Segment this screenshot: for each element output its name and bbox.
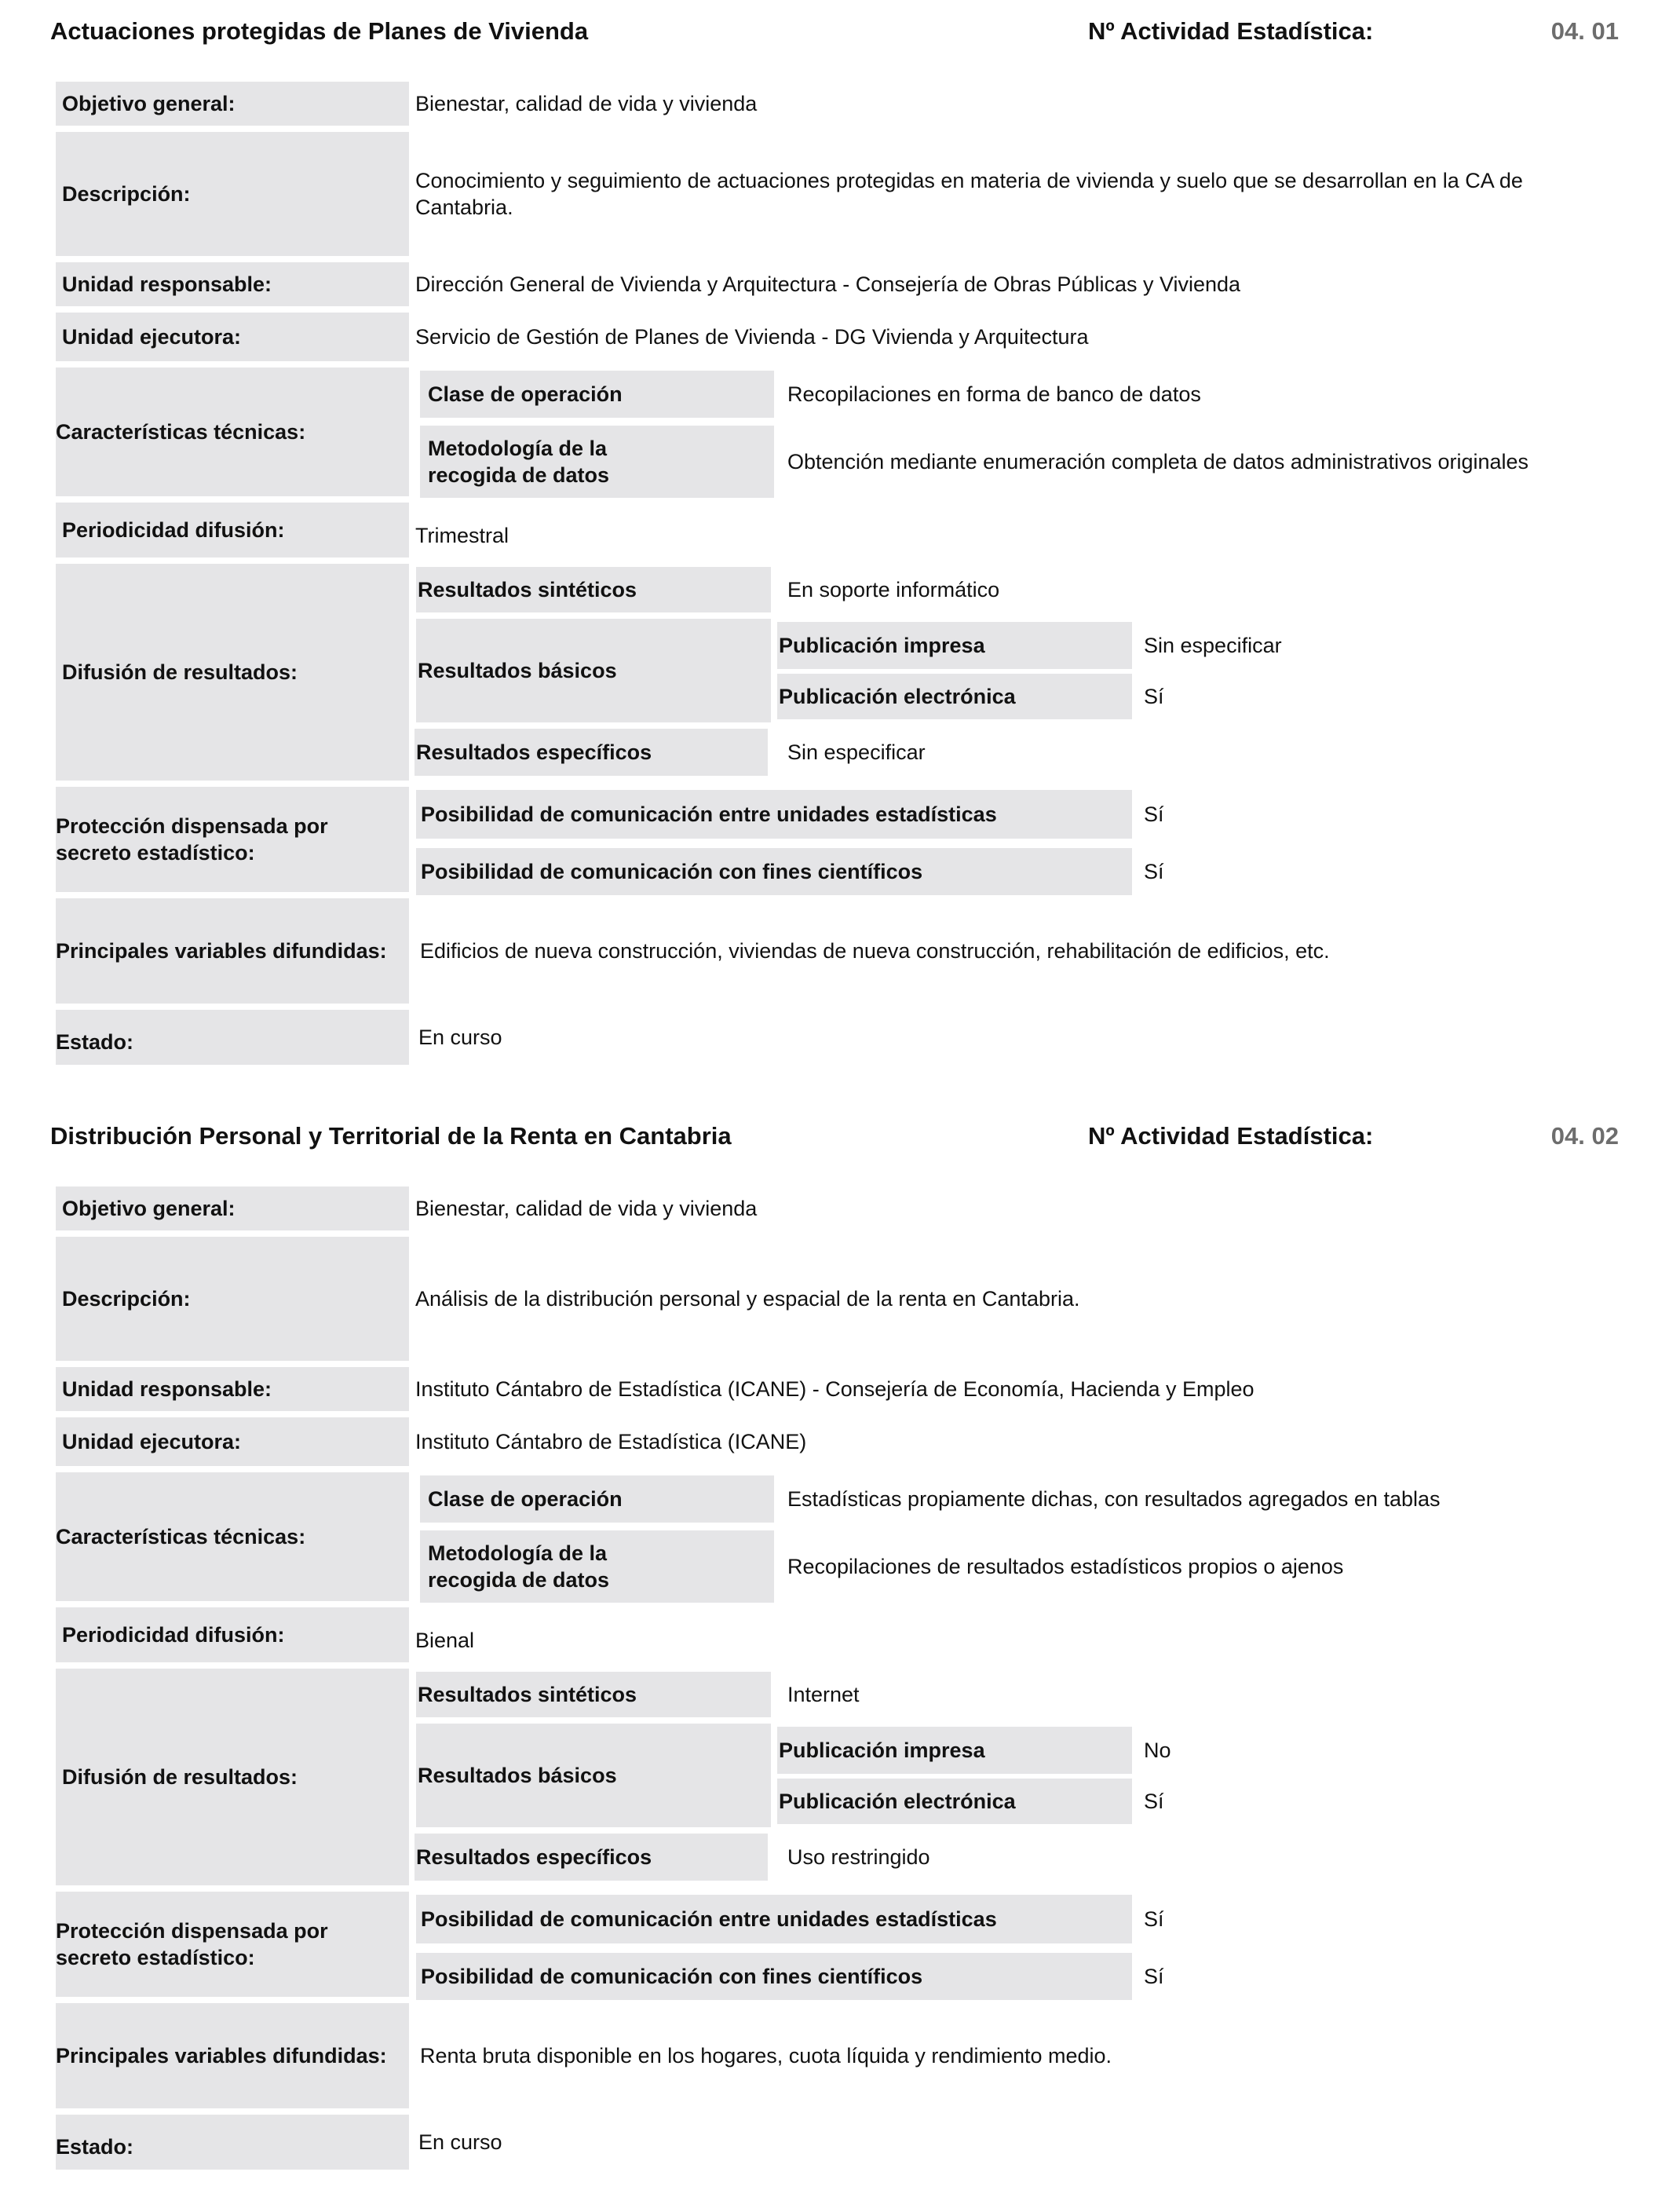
activity-sheet-2 — [0, 1105, 1669, 2212]
comunicacion-cientificos-value: Sí — [1144, 860, 1164, 883]
comunicacion-cientificos-label: Posibilidad de comunicación con fines científicos — [416, 1953, 1132, 2000]
objetivo-label: Objetivo general: — [56, 82, 409, 126]
unidad-responsable-label: Unidad responsable: — [56, 262, 409, 306]
metodologia-label: Metodología de la recogida de datos — [420, 426, 774, 498]
resultados-basicos-label: Resultados básicos — [416, 1724, 771, 1827]
resultados-sinteticos-value: En soporte informático — [787, 578, 1000, 601]
unidad-ejecutora-label: Unidad ejecutora: — [56, 313, 409, 361]
variables-label: Principales variables difundidas: — [56, 898, 409, 1004]
descripcion-value: Análisis de la distribución personal y espacial de la renta en Cantabria. — [415, 1287, 1080, 1311]
metodologia-label: Metodología de la recogida de datos — [420, 1530, 774, 1603]
comunicacion-unidades-label: Posibilidad de comunicación entre unidades estadísticas — [416, 790, 1132, 839]
publicacion-electronica-value: Sí — [1144, 685, 1164, 708]
clase-operacion-value: Recopilaciones en forma de banco de datos — [787, 382, 1201, 406]
periodicidad-value: Trimestral — [415, 524, 509, 547]
resultados-especificos-label: Resultados específicos — [415, 1834, 768, 1881]
unidad-responsable-value: Dirección General de Vivienda y Arquitectura - Consejería de Obras Públicas y Vivienda — [415, 272, 1241, 296]
comunicacion-cientificos-value: Sí — [1144, 1965, 1164, 1988]
activity-number: 04. 02 — [1550, 1122, 1619, 1150]
descripcion-label: Descripción: — [56, 132, 409, 256]
resultados-especificos-value: Sin especificar — [787, 740, 926, 764]
unidad-ejecutora-label: Unidad ejecutora: — [56, 1417, 409, 1466]
descripcion-value: Conocimiento y seguimiento de actuaciones protegidas en materia de vivienda y suelo que se desarrollan en la CA de Cantabria. — [415, 169, 1523, 219]
estado-label: Estado: — [56, 1010, 409, 1065]
objetivo-label: Objetivo general: — [56, 1186, 409, 1230]
activity-number: 04. 01 — [1550, 17, 1619, 45]
caracteristicas-label: Características técnicas: — [56, 367, 409, 496]
periodicidad-label: Periodicidad difusión: — [56, 503, 409, 558]
estado-value: En curso — [418, 1026, 502, 1049]
comunicacion-cientificos-label: Posibilidad de comunicación con fines científicos — [416, 848, 1132, 895]
publicacion-impresa-value: No — [1144, 1739, 1171, 1762]
variables-label: Principales variables difundidas: — [56, 2003, 409, 2108]
activity-number-label: Nº Actividad Estadística: — [1088, 1122, 1374, 1150]
comunicacion-unidades-value: Sí — [1144, 1907, 1164, 1931]
clase-operacion-value: Estadísticas propiamente dichas, con resultados agregados en tablas — [787, 1487, 1441, 1511]
proteccion-label: Protección dispensada por secreto estadístico: — [56, 787, 409, 892]
clase-operacion-label: Clase de operación — [420, 371, 774, 418]
clase-operacion-label: Clase de operación — [420, 1475, 774, 1523]
publicacion-electronica-value: Sí — [1144, 1790, 1164, 1813]
publicacion-electronica-label: Publicación electrónica — [777, 1779, 1132, 1824]
difusion-label: Difusión de resultados: — [56, 564, 409, 781]
resultados-especificos-value: Uso restringido — [787, 1845, 930, 1869]
resultados-sinteticos-value: Internet — [787, 1683, 860, 1706]
proteccion-label: Protección dispensada por secreto estadístico: — [56, 1892, 409, 1997]
caracteristicas-label: Características técnicas: — [56, 1472, 409, 1601]
publicacion-impresa-value: Sin especificar — [1144, 634, 1282, 657]
periodicidad-label: Periodicidad difusión: — [56, 1607, 409, 1662]
comunicacion-unidades-label: Posibilidad de comunicación entre unidades estadísticas — [416, 1895, 1132, 1943]
unidad-ejecutora-value: Servicio de Gestión de Planes de Vivienda - DG Vivienda y Arquitectura — [415, 325, 1089, 349]
variables-value: Edificios de nueva construcción, viviendas de nueva construcción, rehabilitación de edificios, etc. — [420, 939, 1330, 963]
descripcion-label: Descripción: — [56, 1237, 409, 1361]
objetivo-value: Bienestar, calidad de vida y vivienda — [415, 92, 758, 115]
publicacion-impresa-label: Publicación impresa — [777, 1727, 1132, 1774]
comunicacion-unidades-value: Sí — [1144, 803, 1164, 826]
activity-title: Actuaciones protegidas de Planes de Vivienda — [50, 17, 589, 45]
publicacion-impresa-label: Publicación impresa — [777, 622, 1132, 669]
difusion-label: Difusión de resultados: — [56, 1669, 409, 1885]
resultados-basicos-label: Resultados básicos — [416, 619, 771, 722]
variables-value: Renta bruta disponible en los hogares, cuota líquida y rendimiento medio. — [420, 2044, 1112, 2068]
periodicidad-value: Bienal — [415, 1629, 475, 1652]
metodologia-value: Recopilaciones de resultados estadísticos propios o ajenos — [787, 1555, 1344, 1578]
resultados-sinteticos-label: Resultados sintéticos — [416, 1672, 771, 1717]
estado-value: En curso — [418, 2130, 502, 2154]
metodologia-value: Obtención mediante enumeración completa de datos administrativos originales — [787, 450, 1529, 473]
estado-label: Estado: — [56, 2115, 409, 2170]
resultados-sinteticos-label: Resultados sintéticos — [416, 567, 771, 612]
activity-title: Distribución Personal y Territorial de la Renta en Cantabria — [50, 1122, 732, 1150]
resultados-especificos-label: Resultados específicos — [415, 729, 768, 776]
publicacion-electronica-label: Publicación electrónica — [777, 674, 1132, 719]
activity-number-label: Nº Actividad Estadística: — [1088, 17, 1374, 45]
unidad-ejecutora-value: Instituto Cántabro de Estadística (ICANE) — [415, 1430, 807, 1453]
objetivo-value: Bienestar, calidad de vida y vivienda — [415, 1197, 758, 1220]
unidad-responsable-value: Instituto Cántabro de Estadística (ICANE) - Consejería de Economía, Hacienda y Empleo — [415, 1377, 1254, 1401]
unidad-responsable-label: Unidad responsable: — [56, 1367, 409, 1411]
